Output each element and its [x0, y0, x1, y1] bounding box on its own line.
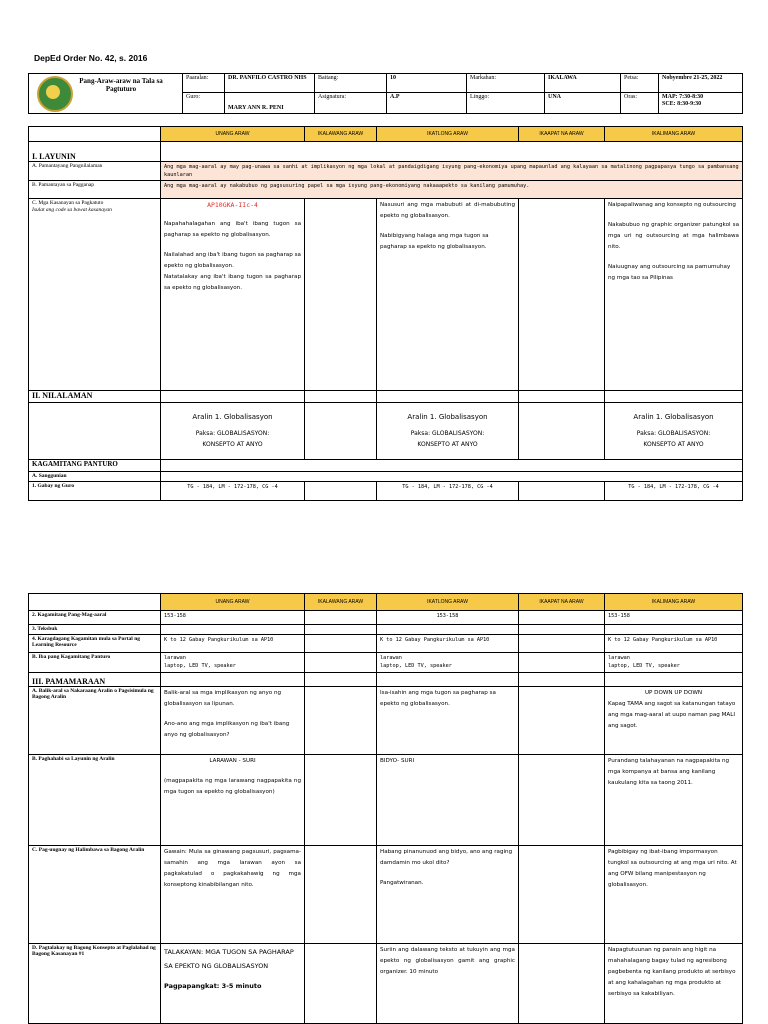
balik-aral-d5-head: UP DOWN UP DOWN — [644, 689, 703, 696]
nilalaman-day-5 — [605, 403, 743, 460]
karagdagang-d3: K to 12 Gabay Pangkurikulum sa AP10 — [377, 634, 519, 652]
iba-pang-d5-line2: laptop, LED TV, speaker — [608, 662, 680, 669]
linggo-value: UNA — [545, 93, 621, 114]
paghahabi-d3: BIDYO- SURI — [377, 754, 519, 845]
balik-aral-d5 — [605, 686, 743, 754]
document-title: DepEd Order No. 42, s. 2016 — [34, 53, 148, 63]
balik-aral-d1-p2: Ano-ano ang mga implikasyon ng iba't ibang anyo ng globalisasyon? — [164, 720, 290, 738]
balik-aral-label: A. Balik-aral sa Nakaraang Aralin o Pagsisimula ng Bagong Aralin — [29, 686, 161, 754]
kasanayan-d3-p2: Nabibigyang halaga ang mga tugon sa pagharap sa epekto ng globalisasyon. — [380, 233, 489, 250]
pamantayang-pangnilalaman-text: Ang mga mag-aaral ay may pag-unawa sa sanhi at implikasyon ng mga lokal at pandaigdigang isyung pang-ekonomiya upang mapaunlad ang kalayaan sa matalinong pagpapasya tungo sa pambansang kaunlaran — [161, 162, 743, 181]
kasanayan-day-5 — [605, 199, 743, 391]
aralin-d3: Aralin 1. Globalisasyon — [407, 413, 488, 421]
kasanayan-sublabel: Isulat ang code sa bawat kasanayan — [32, 206, 112, 213]
nilalaman-section-title: II. NILALAMAN — [29, 391, 161, 403]
petsa-value: Nobyembre 21-25, 2022 — [659, 74, 743, 93]
aralin-d5: Aralin 1. Globalisasyon — [633, 413, 714, 421]
iba-pang-d1-line1: larawan — [164, 654, 186, 661]
kasanayan-label-text: C. Mga Kasanayan sa Pagkatuto — [32, 200, 104, 206]
iba-pang-d3-line2: laptop, LED TV, speaker — [380, 662, 452, 669]
pamantayan-sa-pagganap-text: Ang mga mag-aaral ay nakabubuo ng pagsusuring papel sa mga isyung pang-ekonomiyang nakaaapekto sa kanilang pamumuhay. — [161, 181, 743, 199]
balik-aral-d1 — [161, 686, 305, 754]
iba-pang-d5-line1: larawan — [608, 654, 630, 661]
oras-line-2: SCE: 8:30-9:30 — [662, 101, 702, 107]
paaralan-label: Paaralan: — [183, 74, 225, 93]
paghahabi-d1-head: LARAWAN - SURI — [209, 757, 256, 764]
pag-uugnay-d3 — [377, 845, 519, 943]
baitang-label: Baitang: — [315, 74, 387, 93]
kasanayan-d3-p1: Nasusuri ang mga mabubuti at di-mabubuting epekto ng globalisasyon. — [380, 202, 515, 219]
header-table — [28, 73, 743, 114]
balik-aral-d3: Isa-isahin ang mga tugon sa pagharap sa epekto ng globalisasyon. — [377, 686, 519, 754]
nilalaman-day-3 — [377, 403, 519, 460]
day-1-header-2: UNANG ARAW — [161, 594, 305, 611]
form-title: Pang-Araw-araw na Tala sa Pagtuturo — [79, 77, 163, 93]
pamamaraan-section-title: III. PAMAMARAAN — [29, 672, 161, 686]
petsa-label: Petsa: — [621, 74, 659, 93]
pamantayang-pangnilalaman-label: A. Pamantayang Pangnilalaman — [29, 162, 161, 181]
kagamitang-mag-aaral-d5: 153-158 — [605, 611, 743, 625]
pag-uugnay-d1: Gawain: Mula sa ginawang pagsusuri, pagsama-samahin ang mga larawan ayon sa pagkakatulad o pagkakahawig ng mga konseptong kinabibilangan nito. — [161, 845, 305, 943]
kasanayan-day-3 — [377, 199, 519, 391]
iba-pang-d1 — [161, 652, 305, 672]
day-2-header: IKALAWANG ARAW — [305, 127, 377, 142]
day-2-header-2: IKALAWANG ARAW — [305, 594, 377, 611]
paksa-d3-line1: Paksa: GLOBALISASYON: — [410, 430, 485, 437]
markahan-label: Markahan: — [467, 74, 545, 93]
guro-label: Guro: — [183, 93, 225, 114]
karagdagang-d1: K to 12 Gabay Pangkurikulum sa AP10 — [161, 634, 305, 652]
pag-uugnay-d3-p1: Habang pinanunuod ang bidyo, ano ang raging damdamin mo ukol dito? — [380, 848, 513, 866]
paksa-d1-line2: KONSEPTO AT ANYO — [202, 441, 263, 448]
nilalaman-day-1 — [161, 403, 305, 460]
paghahabi-label: B. Paghahabi sa Layunin ng Aralin — [29, 754, 161, 845]
iba-pang-d3-line1: larawan — [380, 654, 402, 661]
paksa-d5-line1: Paksa: GLOBALISASYON: — [636, 430, 711, 437]
kasanayan-d5-p2: Nakabubuo ng graphic organizer patungkol sa mga uri ng outsourcing at mga halimbawa nito. — [608, 222, 739, 250]
oras-line-1: MAP: 7:30-8:30 — [662, 94, 704, 100]
pagtalakay-d1 — [161, 943, 305, 1023]
kasanayan-d1-p1: Napahahalagahan ang iba't ibang tugon sa pagharap sa epekto ng globalisasyon. — [164, 221, 301, 238]
pag-uugnay-label: C. Pag-uugnay ng Halimbawa sa Bagong Aralin — [29, 845, 161, 943]
pamantayan-sa-pagganap-label: B. Pamantayan sa Pagganap — [29, 181, 161, 199]
karagdagang-d5: K to 12 Gabay Pangkurikulum sa AP10 — [605, 634, 743, 652]
balik-aral-d5-text: Kapag TAMA ang sagot sa katanungan tatayo ang mga mag-aaral at uupo naman pag MALI ang sagot. — [608, 700, 736, 729]
kasanayan-d5-p1: Naipapaliwanag ang konsepto ng outsourcing — [608, 202, 736, 208]
paksa-d1-line1: Paksa: GLOBALISASYON: — [195, 430, 270, 437]
asignatura-value: A.P — [387, 93, 467, 114]
iba-pang-d5 — [605, 652, 743, 672]
kagamitang-mag-aaral-d3: 153-158 — [377, 611, 519, 625]
paghahabi-d5: Purandang talahayanan na nagpapakita ng mga kompanya at bansa ang kanilang kaukulang kita sa taong 2011. — [605, 754, 743, 845]
paksa-d5-line2: KONSEPTO AT ANYO — [643, 441, 704, 448]
paaralan-value: DR. PANFILO CASTRO NHS — [225, 74, 315, 93]
paghahabi-d1-text: (magpapakita ng mga larawang nagpapakita ng mga tugon sa epekto ng globalisasyon) — [164, 777, 301, 795]
kasanayan-label — [29, 199, 161, 391]
competency-code: AP10GKA-IIc-4 — [207, 201, 258, 209]
linggo-label: Linggo: — [467, 93, 545, 114]
lower-plan-table — [28, 593, 743, 1024]
pag-uugnay-d5: Pagbibigay ng ibat-ibang impormasyon tungkol sa outsourcing at ang mga uri nito. At ang OFW bilang manipestasyon ng globalisasyon. — [605, 845, 743, 943]
day-3-header: IKATLONG ARAW — [377, 127, 519, 142]
kagamitang-pang-mag-aaral-label: 2. Kagamitang Pang-Mag-aaral — [29, 611, 161, 625]
gabay-d3: TG - 184, LM - 172-178, CG -4 — [377, 481, 519, 500]
day-5-header: IKALIMANG ARAW — [605, 127, 743, 142]
kasanayan-day-1 — [161, 199, 305, 391]
pagtalakay-label: D. Pagtalakay ng Bagong Konsepto at Paglalahad ng Bagong Kasanayan #1 — [29, 943, 161, 1023]
kasanayan-d1-p2: Nailalahad ang iba't ibang tugon sa pagharap sa epekto ng globalisasyon. — [164, 252, 301, 269]
guro-value: MARY ANN R. PENI — [225, 93, 315, 114]
oras-value — [659, 93, 743, 114]
iba-pang-d1-line2: laptop, LED TV, speaker — [164, 662, 236, 669]
pagtalakay-d1-p2: Pagpapangkat: 3-5 minuto — [164, 981, 262, 990]
day-1-header: UNANG ARAW — [161, 127, 305, 142]
day-3-header-2: IKATLONG ARAW — [377, 594, 519, 611]
day-5-header-2: IKALIMANG ARAW — [605, 594, 743, 611]
sanggunian-label: A. Sanggunian — [29, 472, 161, 482]
pag-uugnay-d3-p2: Pangatwiranan. — [380, 879, 424, 886]
pagtalakay-d3: Suriin ang dalawang teksto at tukuyin ang mga epekto ng globalisasyon gamit ang graphic organizer. 10 minuto — [377, 943, 519, 1023]
baitang-value: 10 — [387, 74, 467, 93]
pagtalakay-d5: Napagtutuunan ng pansin ang higit na mahahalagang bagay tulad ng agresibong pagbebenta ng kanilang produkto at serbisyo at ang kahalagahan ng mga produkto at serbisyo sa kakabiliyan. — [605, 943, 743, 1023]
oras-label: Oras: — [621, 93, 659, 114]
gabay-d5: TG - 184, LM - 172-178, CG -4 — [605, 481, 743, 500]
balik-aral-d1-p1: Balik-aral sa mga implikasyon ng anyo ng globalisasyon sa lipunan. — [164, 689, 282, 707]
aralin-d1: Aralin 1. Globalisasyon — [192, 413, 273, 421]
paksa-d3-line2: KONSEPTO AT ANYO — [417, 441, 478, 448]
paghahabi-d1 — [161, 754, 305, 845]
iba-pang-d3 — [377, 652, 519, 672]
upper-plan-table — [28, 126, 743, 501]
markahan-value: IKALAWA — [545, 74, 621, 93]
pagtalakay-d1-p1: TALAKAYAN: MGA TUGON SA PAGHARAP SA EPEKTO NG GLOBALISASYON — [164, 947, 294, 970]
gabay-d1: TG - 184, LM - 172-178, CG -4 — [161, 481, 305, 500]
layunin-section-title: I. LAYUNIN — [29, 142, 161, 162]
deped-seal-logo — [37, 76, 73, 112]
kagamitang-mag-aaral-d1: 153-158 — [161, 611, 305, 625]
iba-pang-kagamitan-label: B. Iba pang Kagamitang Panturo — [29, 652, 161, 672]
kasanayan-d5-p3: Naiuugnay ang outsourcing sa pamumuhay ng mga tao sa Pilipinas — [608, 264, 731, 281]
day-4-header: IKAAPAT NA ARAW — [519, 127, 605, 142]
kagamitang-panturo-title: KAGAMITANG PANTURO — [29, 460, 161, 472]
gabay-ng-guro-label: 1. Gabay ng Guro — [29, 481, 161, 500]
kasanayan-d1-p3: Natatalakay ang iba't ibang tugon sa pagharap sa epekto ng globalisasyon. — [164, 274, 301, 291]
day-4-header-2: IKAAPAT NA ARAW — [519, 594, 605, 611]
asignatura-label: Asignatura: — [315, 93, 387, 114]
karagdagang-kagamitan-label: 4. Karagdagang Kagamitan mula sa Portal ng Learning Resource — [29, 634, 161, 652]
teksbuk-label: 3. Teksbuk — [29, 625, 161, 635]
